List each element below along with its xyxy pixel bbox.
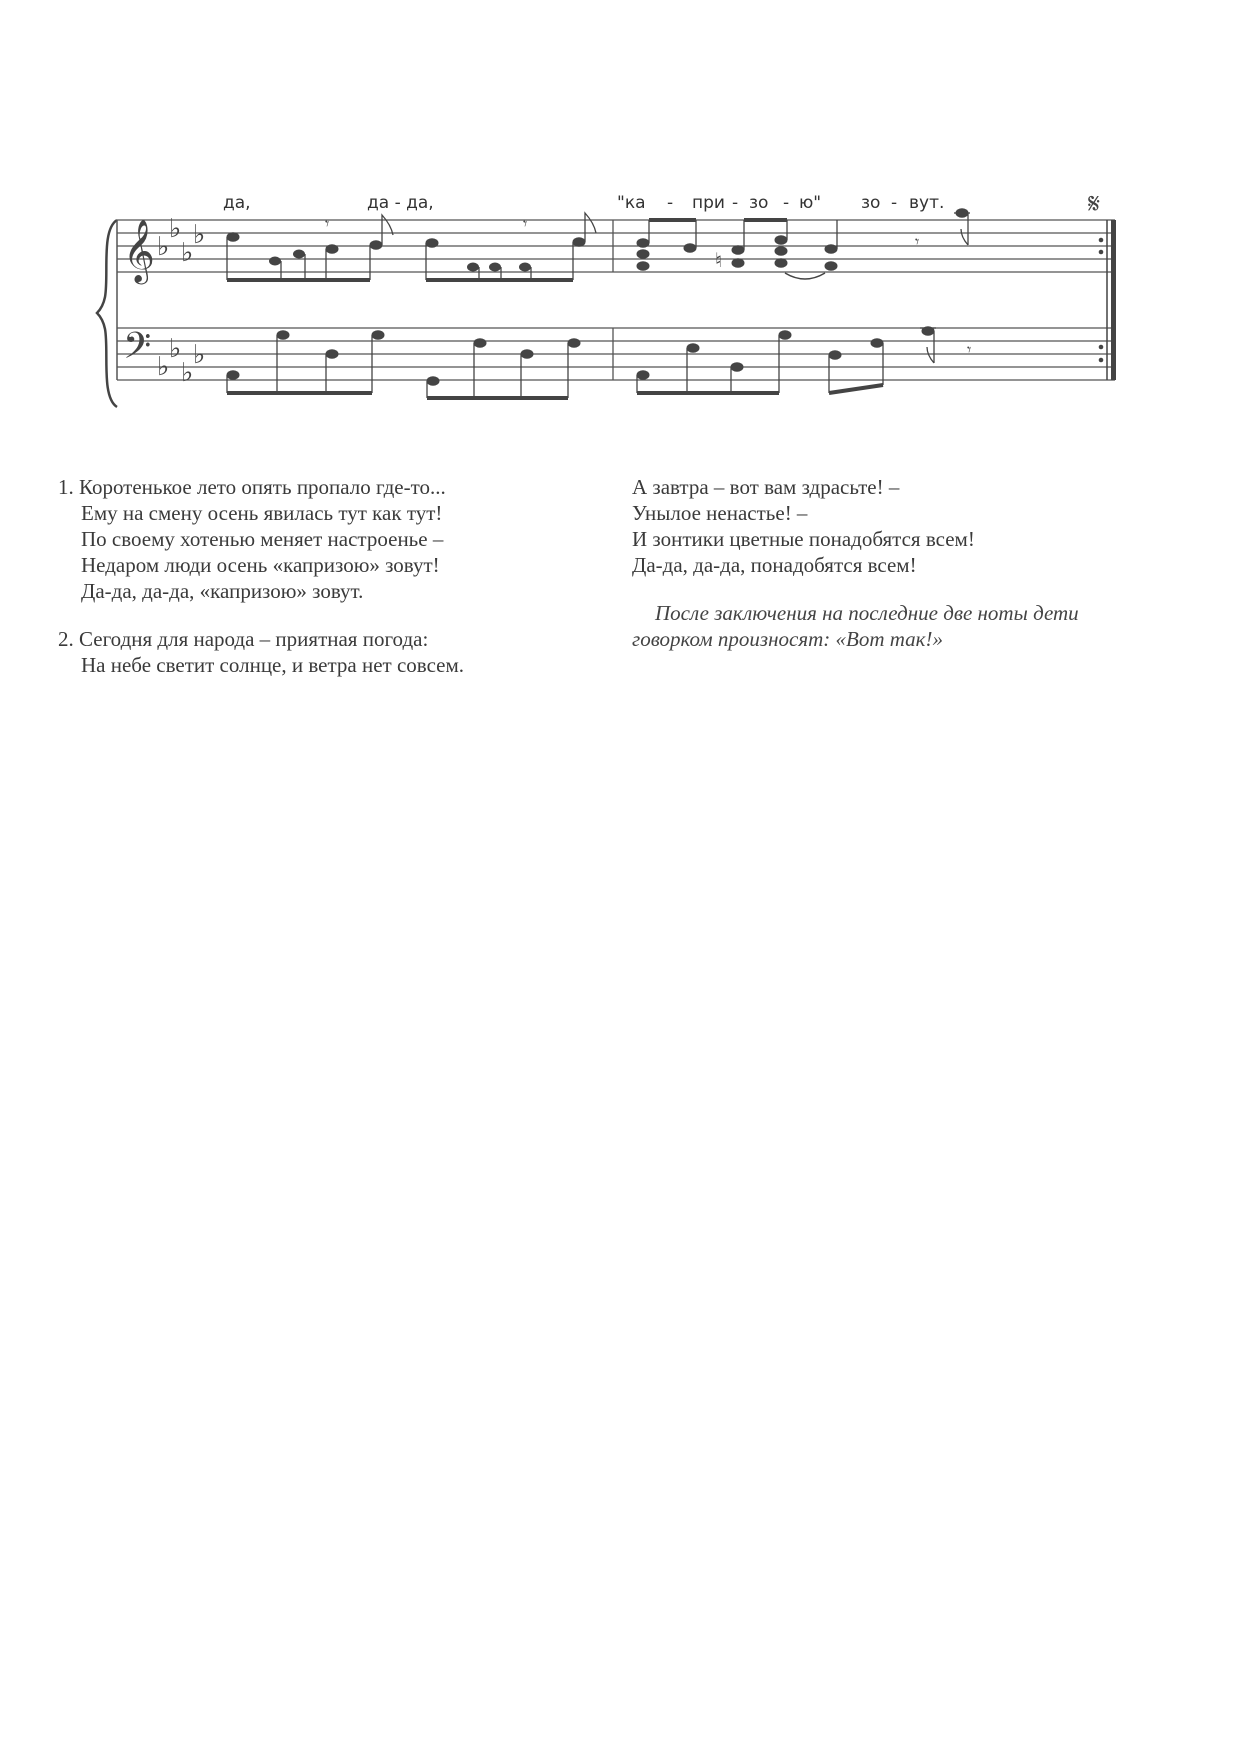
- lyric-syllable: да,: [223, 193, 251, 213]
- note-line: говорком произносят: «Вот так!»: [632, 627, 943, 651]
- bass-notes: [227, 326, 972, 398]
- lyric-syllable: да - да,: [367, 193, 434, 213]
- svg-text:♭: ♭: [181, 358, 194, 388]
- lyric-syllable: при: [692, 193, 725, 213]
- lyric-syllable: -: [732, 193, 739, 213]
- svg-text:♭: ♭: [169, 334, 182, 364]
- lyric-syllable: зо: [861, 193, 881, 213]
- svg-text:𝄾: 𝄾: [967, 340, 972, 359]
- music-score: [95, 185, 1145, 450]
- verse-line: На небе светит солнце, и ветра нет совсем.: [81, 653, 465, 677]
- svg-text:♭: ♭: [181, 238, 194, 268]
- bass-staff: [117, 328, 1115, 380]
- performance-note: [632, 600, 1192, 652]
- lyric-syllable: ю": [799, 193, 822, 213]
- verse-line: Унылое ненастье! –: [632, 501, 808, 525]
- brace-icon: [97, 220, 117, 407]
- verse-2-continued: [632, 474, 1192, 578]
- svg-text:♭: ♭: [157, 232, 170, 262]
- svg-text:♭: ♭: [193, 220, 206, 250]
- segno-icon: 𝄋: [1088, 187, 1101, 220]
- lyric-syllable: вут.: [909, 193, 945, 213]
- verse-line: Недаром люди осень «капризою» зовут!: [81, 553, 440, 577]
- treble-notes: [227, 208, 971, 280]
- svg-text:♭: ♭: [169, 214, 182, 244]
- treble-clef-icon: 𝄞: [123, 219, 155, 282]
- svg-text:♮: ♮: [715, 248, 723, 272]
- repeat-barline: [1099, 220, 1116, 380]
- verse-line: И зонтики цветные понадобятся всем!: [632, 527, 975, 551]
- svg-text:𝄾: 𝄾: [523, 214, 528, 233]
- verse-line: Да-да, да-да, понадобятся всем!: [632, 553, 917, 577]
- lyric-syllable: -: [667, 193, 674, 213]
- verse-line: Ему на смену осень явилась тут как тут!: [81, 501, 443, 525]
- verse-2: [58, 626, 598, 678]
- svg-text:𝄾: 𝄾: [325, 214, 330, 233]
- svg-text:♭: ♭: [157, 352, 170, 382]
- verses-left-column: [58, 474, 598, 700]
- verses-right-column: [632, 474, 1192, 652]
- lyric-syllable: -: [891, 193, 898, 213]
- svg-text:♭: ♭: [193, 340, 206, 370]
- verse-line: А завтра – вот вам здрасьте! –: [632, 475, 900, 499]
- lyric-syllable: -: [783, 193, 790, 213]
- verse-line: По своему хотенью меняет настроенье –: [81, 527, 444, 551]
- bass-clef-icon: 𝄢: [123, 325, 152, 376]
- verse-line: 1. Коротенькое лето опять пропало где-то...: [58, 475, 446, 499]
- note-line: После заключения на последние две ноты дети: [655, 601, 1079, 625]
- verse-1: [58, 474, 598, 604]
- lyric-syllable: "ка: [617, 193, 646, 213]
- svg-text:𝄾: 𝄾: [915, 232, 920, 251]
- verse-line: Да-да, да-да, «капризою» зовут.: [81, 579, 364, 603]
- lyric-syllable: зо: [749, 193, 769, 213]
- treble-staff: [117, 220, 1115, 272]
- treble-key-signature: [157, 214, 205, 268]
- verse-line: 2. Сегодня для народа – приятная погода:: [58, 627, 429, 651]
